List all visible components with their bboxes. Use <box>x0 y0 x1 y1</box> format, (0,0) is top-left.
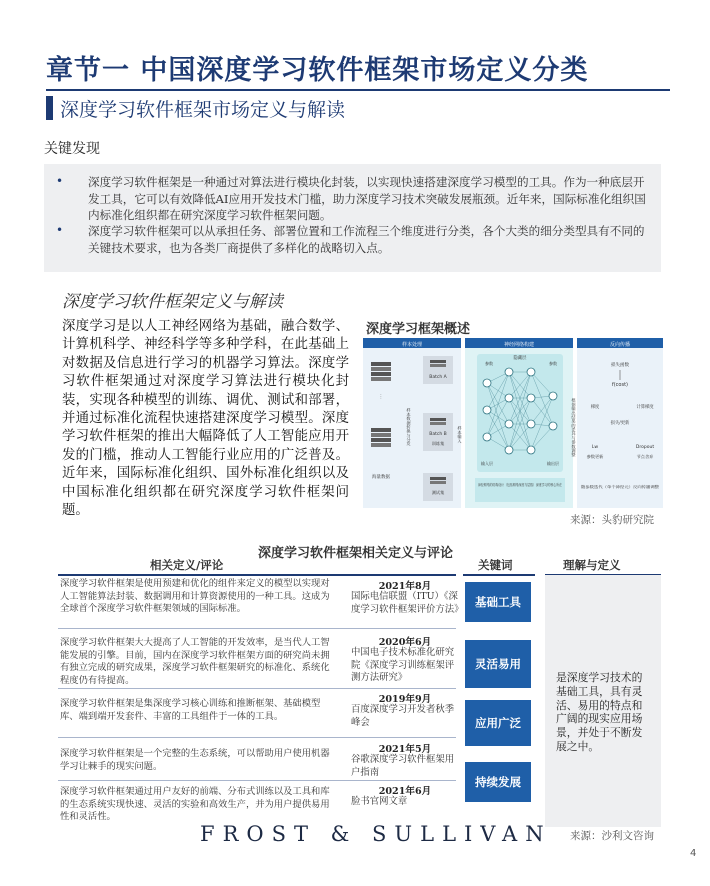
table-row-source: 脸书官网文章 <box>351 796 408 807</box>
loss-update-label: 损失/更新 <box>610 421 630 426</box>
frost-sullivan-logo: FROST & SULLIVAN <box>200 822 552 846</box>
row-divider <box>58 628 456 629</box>
section-title: 深度学习软件框架定义与解读 <box>62 292 283 312</box>
table-row-source: 谷歌深度学习软件框架用户指南 <box>351 754 455 778</box>
deep-learning-framework-diagram <box>363 338 663 508</box>
vertical-label: 样本输入 <box>457 426 463 443</box>
title-divider <box>46 89 670 91</box>
key-findings-panel <box>44 164 661 272</box>
nn-caption: 神经网络的结构设计（包括网络深度与层数）深度学习的核心所在 <box>478 483 583 487</box>
output-layer-label: 输出层 <box>547 461 559 466</box>
hidden-layer-label: 隐藏层 <box>513 356 527 361</box>
vertical-label: 样本数据转换与分发 <box>406 408 412 446</box>
panel-label: 样本处理 <box>401 342 423 348</box>
params-label: 参数 <box>549 361 557 366</box>
subtitle-accent-bar <box>46 96 53 120</box>
loss-fn-label: 损失函数 <box>611 363 629 368</box>
page-title: 章节一 中国深度学习软件框架市场定义分类 <box>46 55 589 86</box>
training-set-label: 训练集 <box>431 441 445 446</box>
page-subtitle: 深度学习软件框架市场定义与解读 <box>60 99 346 121</box>
batch-a-box <box>423 356 453 384</box>
svg-text:⋮: ⋮ <box>378 394 384 400</box>
table-row-text: 深度学习软件框架是集深度学习核心训练和推断框架、基础模型库、端到端开发套件、丰富的工具组件于一体的工具。 <box>60 698 321 722</box>
table-row-text: 深度学习软件框架是一个完整的生态系统，可以帮助用户使用机器学习让棘手的现实问题。 <box>60 748 330 772</box>
key-findings-label: 关键发现 <box>44 141 100 157</box>
node-drop-label: 节点舍弃 <box>636 454 654 459</box>
test-set-box <box>423 473 453 501</box>
bullet-marker: • <box>56 174 64 188</box>
batch-b-box <box>423 413 453 451</box>
diagram-source: 来源：头豹研究院 <box>570 514 654 526</box>
table-row-source: 百度深度学习开发者秋季峰会 <box>351 704 455 728</box>
column-header-definitions: 相关定义/评论 <box>150 558 224 572</box>
column-header-interpretation: 理解与定义 <box>563 558 621 572</box>
lw-label: Lw <box>591 445 599 450</box>
f-cost-label: f(cost) <box>611 382 629 388</box>
test-set-label: 测试集 <box>431 490 445 495</box>
table-row-date: 2021年6月 <box>378 786 432 797</box>
table-row-text: 深度学习软件框架大大提高了人工智能的开发效率，是当代人工智能发展的引擎。目前，国内在深度学习软件框架方面的研究尚未拥有独立完成的研究成果，深度学习软件框架研究的标准化、系统化程度仍有待提高。 <box>60 637 330 686</box>
keyword-badge: 应用广泛 <box>465 700 531 746</box>
table-row-source: 中国电子技术标准化研究院《深度学习训练框架评测方法研究》 <box>351 647 455 683</box>
table-row-source: 国际电信联盟（ITU）《深度学习软件框架评价方法》 <box>351 591 464 615</box>
compute-gradient-label: 计算梯度 <box>636 405 654 410</box>
header-rule <box>463 574 535 576</box>
batch-b-label: Batch B <box>429 432 447 437</box>
keyword-badge: 灵活易用 <box>465 640 531 688</box>
dropout-label: Dropout <box>635 445 655 450</box>
diagram-title: 深度学习框架概述 <box>366 322 471 337</box>
batch-a-label: Batch A <box>429 375 447 380</box>
table-row-text: 深度学习软件框架是使用预建和优化的组件来定义的模型以实现对人工智能算法封装、数据调用和计算资源使用的一种工具。这成为全球首个深度学习软件框架领域的国际标准。 <box>60 578 330 615</box>
key-finding-item: 深度学习软件框架是一种通过对算法进行模块化封装，以实现快速搭建深度学习模型的工具。作为一种底层开发工具，它可以有效降低AI应用开发技术门槛，助力深度学习技术突破发展瓶颈。近年来，国际标准化组织国内标准化组织都在研究深度学习软件框架问题。 <box>88 175 646 222</box>
row-divider <box>58 780 456 781</box>
param-update-label: 参数更新 <box>586 454 604 459</box>
key-finding-item: 深度学习软件框架可以从承担任务、部署位置和工作流程三个维度进行分类，各个大类的细分类型具有不同的关键技术要求，也为各类厂商提供了多样化的战略切入点。 <box>88 224 645 255</box>
interpretation-text: 是深度学习技术的基础工具，具有灵活、易用的特点和广阔的现实应用场景，并处于不断发展之中。 <box>556 671 643 753</box>
keyword-badge: 基础工具 <box>465 582 531 622</box>
table-title: 深度学习软件框架相关定义与评论 <box>258 546 454 561</box>
table-row-text: 深度学习软件框架通过用户友好的前端、分布式训练以及工具和库的生态系统实现快速、灵活的实验和高效生产，并为用户提供易用性和灵活性。 <box>60 786 330 823</box>
massive-data-label: 海量数据 <box>372 475 390 480</box>
header-rule <box>58 574 456 576</box>
panel-label: 反向传播 <box>609 342 631 348</box>
row-divider <box>58 688 456 689</box>
params-label: 参数 <box>485 361 493 366</box>
panel-label: 神经网络构建 <box>503 342 535 348</box>
table-row-date: 2021年8月 <box>378 581 432 592</box>
vertical-label: 根据输出结果的差异与参数调整 <box>571 398 577 457</box>
input-layer-label: 输入层 <box>481 461 493 466</box>
table-row-date: 2019年9月 <box>378 694 432 705</box>
keyword-badge: 持续发展 <box>465 762 531 802</box>
column-header-keywords: 关键词 <box>478 558 513 572</box>
bp-caption: 随参数迭代（单个神经元）反向传播调整 <box>581 485 646 489</box>
row-divider <box>58 737 456 738</box>
gradient-label: 梯度 <box>590 405 600 410</box>
page-number: 4 <box>690 848 697 859</box>
table-row-date: 2020年6月 <box>378 637 432 648</box>
table-row-date: 2021年5月 <box>378 744 432 755</box>
section-paragraph: 深度学习是以人工神经网络为基础，融合数学、计算机科学、神经科学等多种学科，在此基础上对数据及信息进行学习的机器学习算法。深度学习软件框架通过对深度学习算法进行模块化封装，实现各种模型的训练、调优、测试和部署，并通过标准化流程快速搭建深度学习模型。深度学习软件框架的推出大幅降低了人工智能应用开发的门槛，推动人工智能行业应用的广泛普及。近年来，国际标准化组织、国外标准化组织以及中国标准化组织都在研究深度学习软件框架问题。 <box>62 319 349 519</box>
bullet-marker: • <box>56 223 64 237</box>
table-source: 来源：沙利文咨询 <box>570 830 654 842</box>
